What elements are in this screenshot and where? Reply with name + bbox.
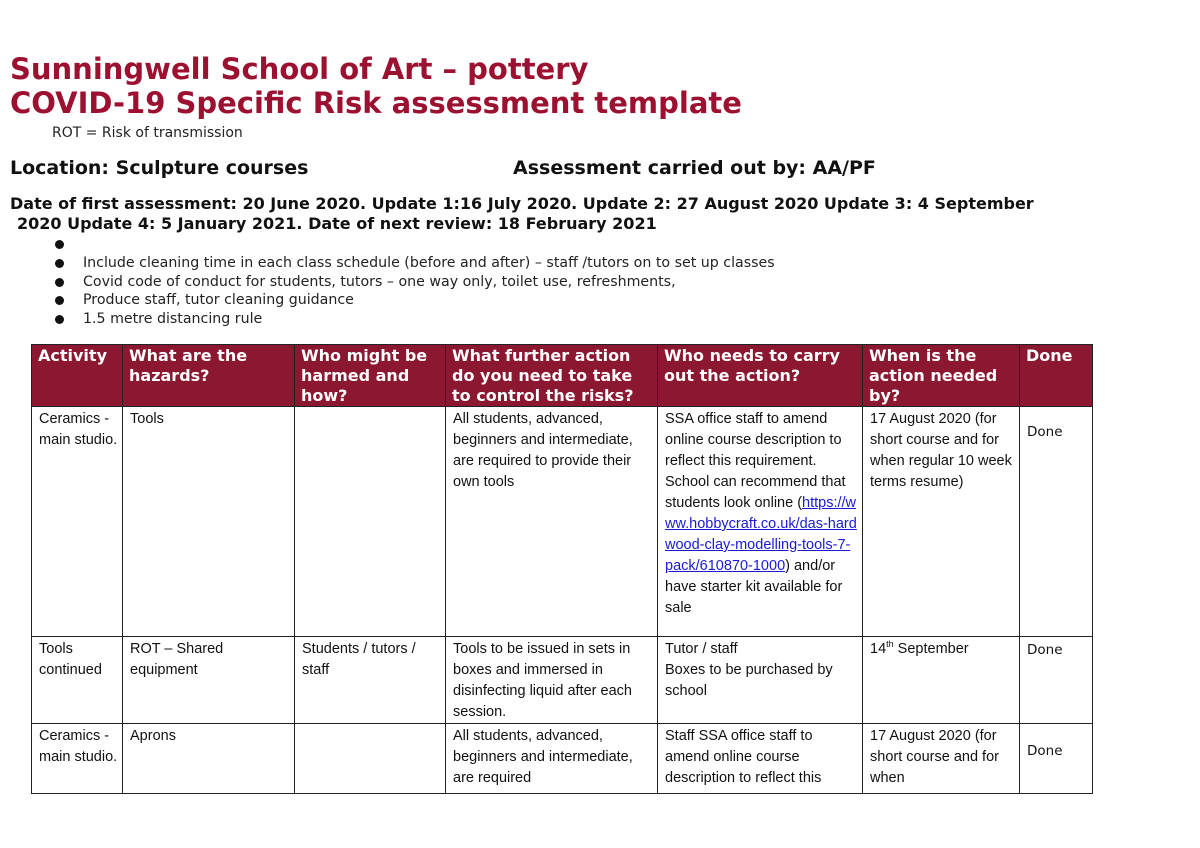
done-status: Done xyxy=(1027,424,1063,440)
cell-responsible: Staff SSA office staff to amend online course description to reflect this xyxy=(658,724,863,794)
bullet-icon xyxy=(55,296,64,305)
cell-responsible: Tutor / staff Boxes to be purchased by school xyxy=(658,637,863,724)
document-title xyxy=(10,52,742,120)
cell-done xyxy=(1020,724,1093,794)
cell-action: Tools to be issued in sets in boxes and immersed in disinfecting liquid after each session. xyxy=(446,637,658,724)
list-item xyxy=(55,235,775,254)
column-header-responsible: Who needs to carry out the action? xyxy=(658,345,863,407)
cell-harmed: Students / tutors / staff xyxy=(295,637,446,724)
risk-assessment-table xyxy=(31,344,1093,794)
list-item: 1.5 metre distancing rule xyxy=(55,310,775,329)
list-item: Covid code of conduct for students, tutors – one way only, toilet use, refreshments, xyxy=(55,273,775,292)
list-item: Produce staff, tutor cleaning guidance xyxy=(55,291,775,310)
table-row xyxy=(32,637,1093,724)
cell-activity: Tools continued xyxy=(32,637,123,724)
dates-line-2: 2020 Update 4: 5 January 2021. Date of next review: 18 February 2021 xyxy=(17,214,657,233)
column-header-deadline: When is the action needed by? xyxy=(863,345,1020,407)
cell-done xyxy=(1020,637,1093,724)
cell-hazard: Tools xyxy=(123,407,295,637)
table-row xyxy=(32,724,1093,794)
hobbycraft-link[interactable]: https://www.hobbycraft.co.uk/das-hardwood-clay-modelling-tools-7-pack/610870-1000 xyxy=(665,495,857,574)
cell-activity: Ceramics -main studio. xyxy=(32,407,123,637)
precaution-list xyxy=(55,235,775,329)
cell-activity: Ceramics -main studio. xyxy=(32,724,123,794)
assessor-label: Assessment carried out by: AA/PF xyxy=(513,157,876,179)
cell-deadline: 14th September xyxy=(863,637,1020,724)
cell-harmed xyxy=(295,724,446,794)
bullet-icon xyxy=(55,259,64,268)
bullet-icon xyxy=(55,315,64,324)
assessment-dates xyxy=(10,194,1140,234)
bullet-icon xyxy=(55,240,64,249)
column-header-action: What further action do you need to take to control the risks? xyxy=(446,345,658,407)
cell-deadline: 17 August 2020 (for short course and for when xyxy=(863,724,1020,794)
table-header-row xyxy=(32,345,1093,407)
cell-harmed xyxy=(295,407,446,637)
cell-hazard: Aprons xyxy=(123,724,295,794)
table-row xyxy=(32,407,1093,637)
column-header-done: Done xyxy=(1020,345,1093,407)
cell-responsible: SSA office staff to amend online course description to reflect this requirement. School can recommend that students look online (https://www.hobbycraft.co.uk/das-hardwood-clay-modelling-tools-7-pack/610870-1000) and/or have starter kit available for sale xyxy=(658,407,863,637)
column-header-activity: Activity xyxy=(32,345,123,407)
done-status: Done xyxy=(1027,642,1063,658)
location-label: Location: Sculpture courses xyxy=(10,157,309,179)
done-status: Done xyxy=(1027,743,1063,759)
cell-done xyxy=(1020,407,1093,637)
cell-action: All students, advanced, beginners and intermediate, are required xyxy=(446,724,658,794)
title-line-2: COVID-19 Specific Risk assessment template xyxy=(10,86,742,120)
column-header-hazards: What are the hazards? xyxy=(123,345,295,407)
cell-hazard: ROT – Shared equipment xyxy=(123,637,295,724)
cell-action: All students, advanced, beginners and intermediate, are required to provide their own tools xyxy=(446,407,658,637)
rot-note: ROT = Risk of transmission xyxy=(52,125,243,141)
list-item: Include cleaning time in each class schedule (before and after) – staff /tutors on to set up classes xyxy=(55,254,775,273)
column-header-harmed: Who might be harmed and how? xyxy=(295,345,446,407)
cell-deadline: 17 August 2020 (for short course and for when regular 10 week terms resume) xyxy=(863,407,1020,637)
title-line-1: Sunningwell School of Art – pottery xyxy=(10,52,589,86)
bullet-icon xyxy=(55,278,64,287)
dates-line-1: Date of first assessment: 20 June 2020. Update 1:16 July 2020. Update 2: 27 August 2020 Update 3: 4 September xyxy=(10,194,1034,213)
